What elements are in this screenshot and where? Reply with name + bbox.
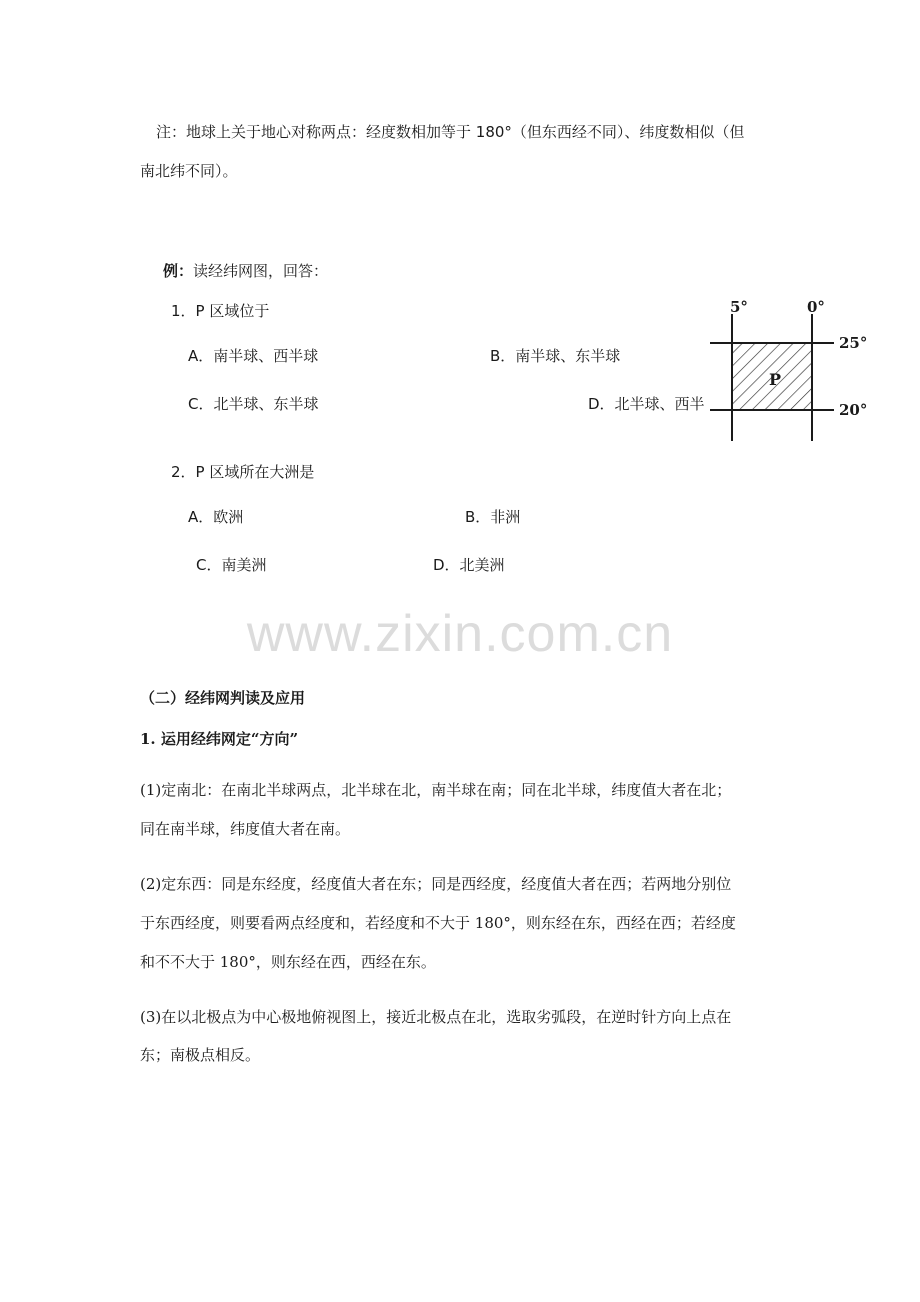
note-line-1: 注：地球上关于地心对称两点：经度数相加等于 180°（但东西经不同）、纬度数相似（但 <box>156 123 745 141</box>
example-label: 例： <box>163 262 194 280</box>
label-lon-left: 5° <box>730 298 748 316</box>
lat-long-grid-diagram <box>700 296 880 446</box>
paragraph-2-line-3: 和不不大于 180°，则东经在西，西经在东。 <box>140 953 436 971</box>
q2-option-d: D．北美洲 <box>433 556 505 574</box>
note-line-2: 南北纬不同）。 <box>140 162 238 180</box>
q1-option-d: D．北半球、西半 <box>588 395 705 413</box>
paragraph-3-line-2: 东；南极点相反。 <box>140 1046 261 1064</box>
paragraph-1-line-1: (1)定南北：在南北半球两点，北半球在北，南半球在南；同在北半球，纬度值大者在北； <box>140 781 732 799</box>
section-heading: （二）经纬网判读及应用 <box>140 689 306 707</box>
paragraph-2-line-1: (2)定东西：同是东经度，经度值大者在东；同是西经度，经度值大者在西；若两地分别位 <box>140 875 732 893</box>
question-2-stem: 2．P 区域所在大洲是 <box>171 463 315 481</box>
q1-option-c: C．北半球、东半球 <box>188 395 319 413</box>
q1-option-a: A．南半球、西半球 <box>188 347 319 365</box>
question-1-stem: 1．P 区域位于 <box>171 302 270 320</box>
label-lon-right: 0° <box>807 298 825 316</box>
subsection-heading-1: 1. 运用经纬网定“方向” <box>140 730 299 748</box>
label-lat-top: 25° <box>839 334 868 352</box>
paragraph-2-line-2: 于东西经度，则要看两点经度和，若经度和不大于 180°，则东经在东，西经在西；若经度 <box>140 914 736 932</box>
paragraph-3-line-1: (3)在以北极点为中心极地俯视图上，接近北极点在北，选取劣弧段，在逆时针方向上点在 <box>140 1008 732 1026</box>
q2-option-b: B．非洲 <box>465 508 521 526</box>
label-region-p: P <box>769 370 782 389</box>
example-intro-text: 读经纬网图，回答： <box>193 262 329 280</box>
q2-option-c: C．南美洲 <box>196 556 267 574</box>
q1-option-b: B．南半球、东半球 <box>490 347 621 365</box>
q2-option-a: A．欧洲 <box>188 508 244 526</box>
label-lat-bottom: 20° <box>839 401 868 419</box>
paragraph-1-line-2: 同在南半球，纬度值大者在南。 <box>140 820 351 838</box>
watermark: www.zixin.com.cn <box>246 605 674 663</box>
example-intro <box>163 261 328 281</box>
